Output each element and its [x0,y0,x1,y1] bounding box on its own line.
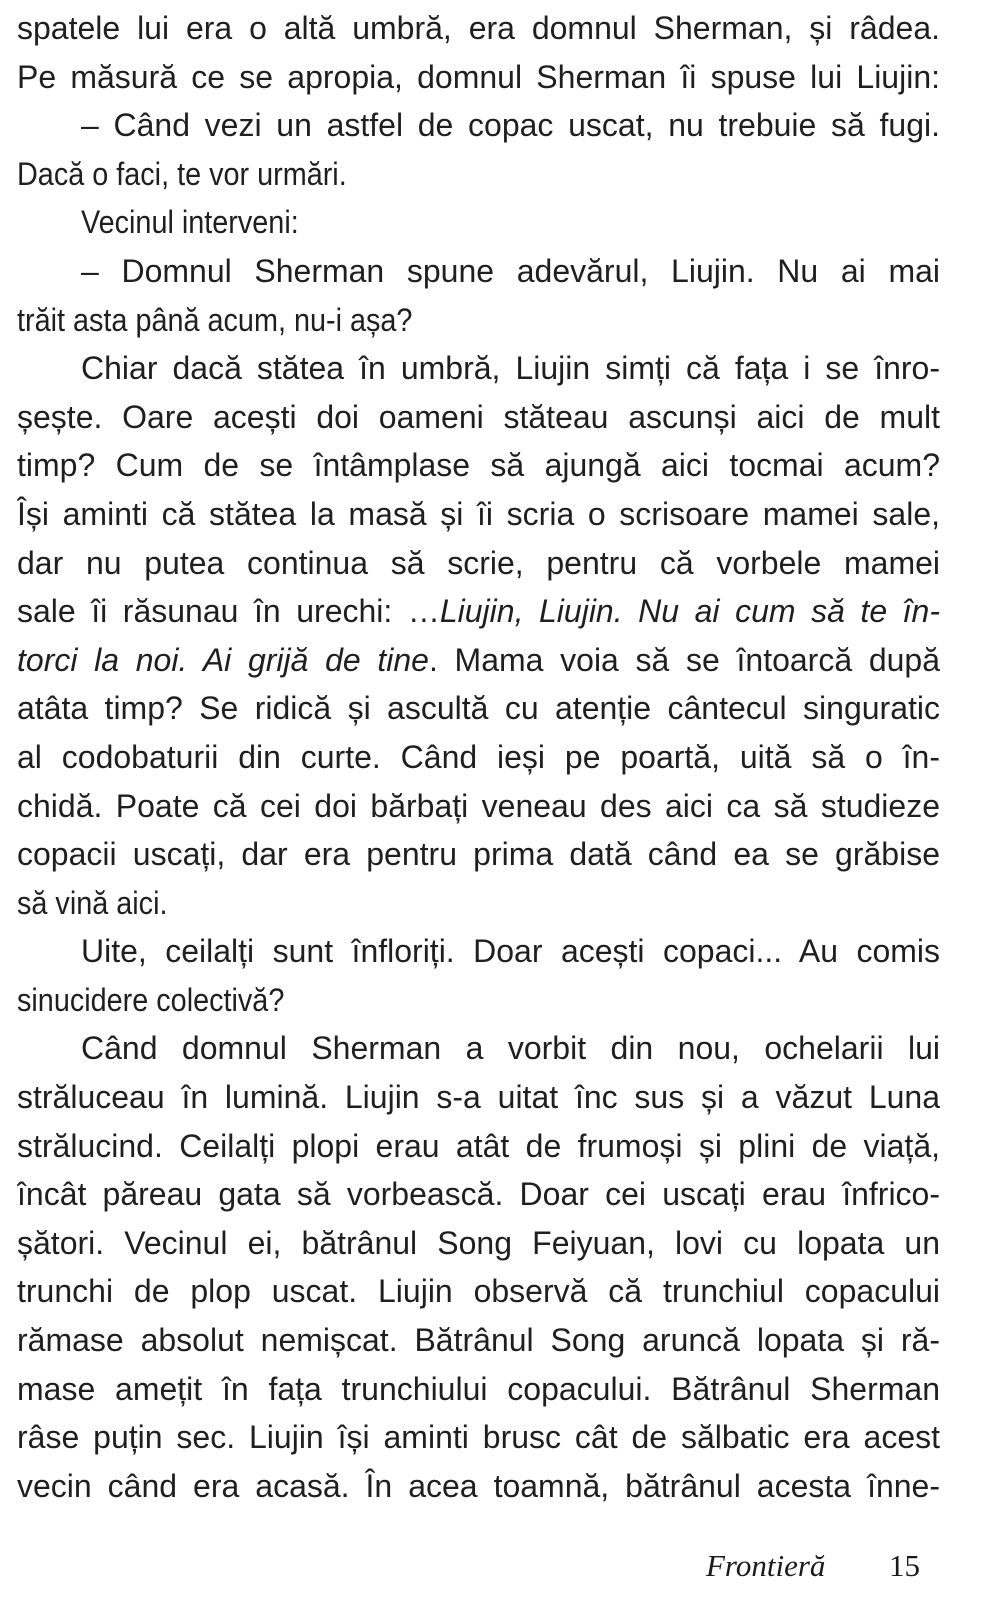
text-line [17,393,940,442]
text-line-content: – Când vezi un astfel de copac uscat, nu trebuie să fugi. [81,107,940,144]
text-line [17,1316,940,1365]
page-footer [0,1548,995,1588]
text-line-content: să vină aici. [17,884,168,921]
text-line-content: Chiar dacă stătea în umbră, Liujin simți că fața i se înro- [81,350,940,387]
page-number: 15 [889,1548,920,1583]
text-line-content: atâta timp? Se ridică și ascultă cu atenție cântecul singuratic [17,690,940,727]
text-line [17,684,940,733]
text-line [17,296,940,345]
text-line [17,1413,940,1462]
text-line [17,1122,940,1171]
text-line [17,247,940,296]
text-line [17,1365,940,1414]
text-line [17,344,940,393]
text-line-content: chidă. Poate că cei doi bărbați veneau des aici ca să studieze [17,787,940,824]
text-line-content: încât păreau gata să vorbească. Doar cei uscați erau înfrico- [17,1176,940,1213]
text-line-content: Vecinul interveni: [80,204,299,241]
text-line-content: sinucidere colectivă? [17,981,285,1018]
text-line [17,1024,940,1073]
text-line [17,587,940,636]
text-line-content: Își aminti că stătea la masă și îi scria o scrisoare mamei sale, [17,495,940,532]
italic-quote: Liujin, Liujin. Nu ai cum să te în- [439,593,940,630]
text-line [17,1073,940,1122]
text-line [17,927,940,976]
text-line [17,539,940,588]
page-body-text [17,4,940,1510]
text-line [17,490,940,539]
text-line-content [17,636,940,685]
text-line [17,101,940,150]
running-title: Frontieră [706,1548,826,1583]
text-segment: . Mama voia să se întoarcă după [428,641,940,678]
text-line-content: șători. Vecinul ei, bătrânul Song Feiyuan, lovi cu lopata un [17,1224,940,1261]
text-line-content: timp? Cum de se întâmplase să ajungă aici tocmai acum? [17,447,940,484]
text-line-content: șește. Oare acești doi oameni stăteau ascunși aici de mult [17,398,940,435]
text-line [17,1219,940,1268]
text-line-content: mase amețit în fața trunchiului copacului. Bătrânul Sherman [17,1370,940,1407]
text-line-content: copacii uscați, dar era pentru prima dată când ea se grăbise [17,836,940,873]
italic-quote: torci la noi. Ai grijă de tine [17,641,429,678]
text-line-content: spatele lui era o altă umbră, era domnul Sherman, și râdea. [17,10,940,46]
text-line [17,150,940,199]
text-line-content: vecin când era acasă. În acea toamnă, bătrânul acesta înne- [17,1467,940,1504]
text-segment: sale îi răsunau în urechi: … [17,593,440,630]
text-line-content: trăit asta până acum, nu-i așa? [17,301,413,338]
text-line-content: râse puțin sec. Liujin își aminti brusc cât de sălbatic era acest [17,1419,940,1456]
text-line [17,4,940,53]
text-line-content: trunchi de plop uscat. Liujin observă că trunchiul copacului [17,1273,940,1310]
text-line [17,976,940,1025]
text-line [17,830,940,879]
text-line-content [17,587,940,636]
text-line-content: strălucind. Ceilalți plopi erau atât de frumoși și plini de viață, [17,1127,940,1164]
text-line-content: rămase absolut nemișcat. Bătrânul Song aruncă lopata și ră- [17,1322,940,1359]
text-line-content: dar nu putea continua să scrie, pentru că vorbele mamei [17,544,940,581]
text-line-content: – Domnul Sherman spune adevărul, Liujin. Nu ai mai [81,252,940,289]
text-line-content: străluceau în lumină. Liujin s-a uitat înc sus și a văzut Luna [17,1079,940,1116]
text-line-content: Dacă o faci, te vor urmări. [17,155,347,192]
text-line [17,636,940,685]
text-line [17,198,940,247]
text-line-content: al codobaturii din curte. Când ieși pe poartă, uită să o în- [17,738,940,775]
text-line [17,733,940,782]
text-line [17,1170,940,1219]
text-line [17,441,940,490]
text-line [17,1267,940,1316]
text-line [17,53,940,102]
text-line-content: Uite, ceilalți sunt înfloriți. Doar acești copaci... Au comis [81,933,940,970]
text-line-content: Pe măsură ce se apropia, domnul Sherman îi spuse lui Liujin: [17,58,940,95]
text-line [17,879,940,928]
text-line-content: Când domnul Sherman a vorbit din nou, ochelarii lui [81,1030,940,1067]
text-line [17,1462,940,1511]
text-line [17,782,940,831]
